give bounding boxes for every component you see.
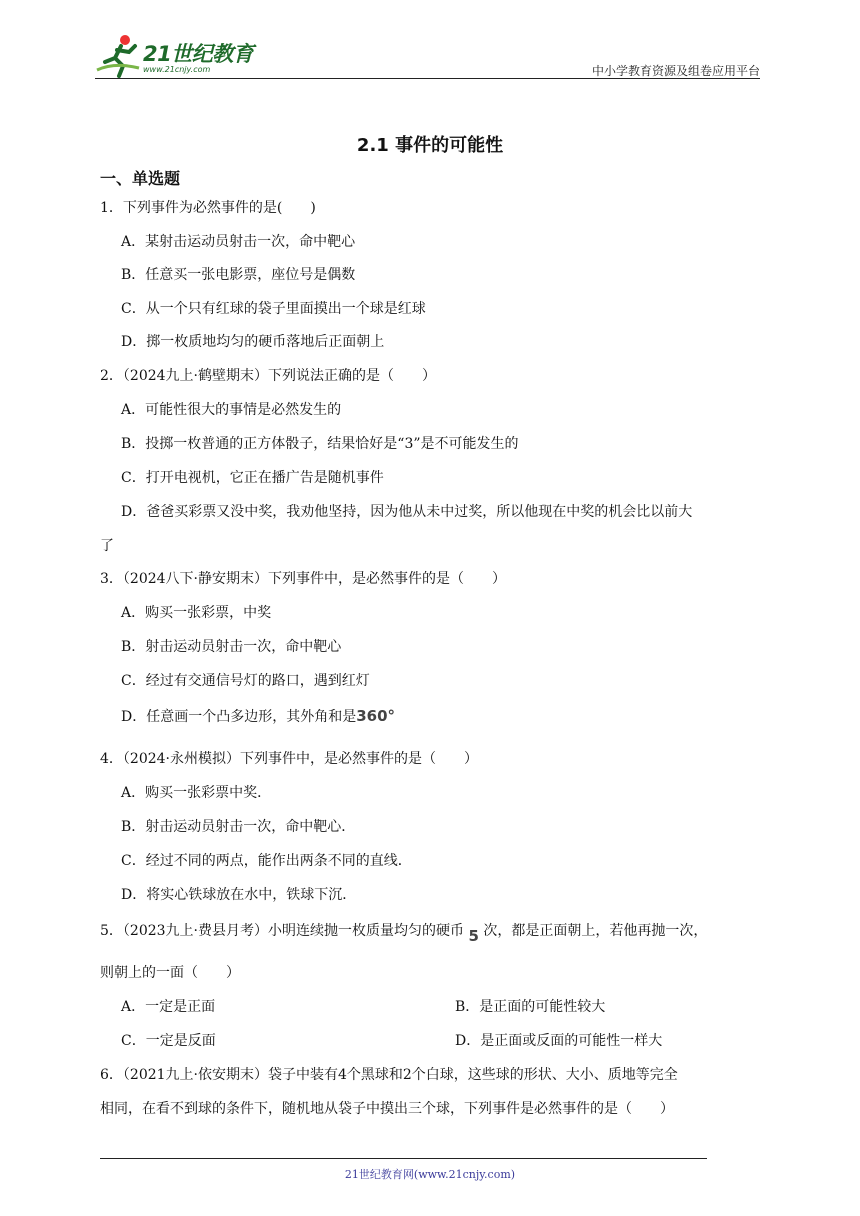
question-stem: 1．下列事件为必然事件的是( ) [100, 200, 316, 216]
header-tagline: 中小学教育资源及组卷应用平台 [591, 64, 760, 78]
question-option: B．投掷一枚普通的正方体骰子，结果恰好是“3”是不可能发生的 [121, 436, 519, 452]
question-stem [100, 920, 708, 945]
question-option: C．经过有交通信号灯的路口，遇到红灯 [121, 673, 370, 689]
section-heading: 一、单选题 [100, 169, 181, 188]
question-option-continued: 了 [100, 538, 114, 554]
question-option: A．购买一张彩票，中奖 [121, 605, 272, 621]
option-text: D．任意画一个凸多边形，其外角和是 [121, 709, 357, 725]
footer-text: 21世纪教育网(www.21cnjy.com) [344, 1168, 516, 1181]
question-option: B．是正面的可能性较大 [455, 999, 606, 1015]
question-option: D．将实心铁球放在水中，铁球下沉． [121, 887, 357, 903]
logo-text: 21世纪教育 [143, 42, 254, 66]
question-option: D．掷一枚质地均匀的硬币落地后正面朝上 [121, 334, 385, 350]
question-option: A．购买一张彩票中奖． [121, 785, 272, 801]
math-expression: 5 [468, 927, 479, 945]
question-option: B．任意买一张电影票，座位号是偶数 [121, 267, 356, 283]
question-stem: 2．（2024九上·鹤壁期末）下列说法正确的是（ ） [100, 368, 436, 384]
question-option: A．一定是正面 [121, 999, 216, 1015]
question-stem: 3．（2024八下·静安期末）下列事件中，是必然事件的是（ ） [100, 571, 506, 587]
question-option: A．某射击运动员射击一次，命中靶心 [121, 234, 356, 250]
question-stem: 4．（2024·永州模拟）下列事件中，是必然事件的是（ ） [100, 751, 478, 767]
question-option: C．从一个只有红球的袋子里面摸出一个球是红球 [121, 301, 426, 317]
question-option [121, 706, 395, 726]
brand-logo [95, 32, 265, 80]
question-option: C．一定是反面 [121, 1033, 216, 1049]
math-expression: 360° [356, 707, 396, 725]
question-option: C．经过不同的两点，能作出两条不同的直线． [121, 853, 412, 869]
question-option: D．爸爸买彩票又没中奖，我劝他坚持，因为他从未中过奖，所以他现在中奖的机会比以前大 [121, 504, 693, 520]
logo-url: www.21cnjy.com [143, 65, 211, 74]
header-divider [95, 78, 760, 79]
page-title: 2.1 事件的可能性 [356, 135, 504, 156]
question-option: B．射击运动员射击一次，命中靶心． [121, 819, 356, 835]
page-header [95, 32, 760, 82]
stem-part: 5．（2023九上·费县月考）小明连续抛一枚质量均匀的硬币 [100, 923, 464, 939]
question-option: A．可能性很大的事情是必然发生的 [121, 402, 342, 418]
question-option: D．是正面或反面的可能性一样大 [455, 1033, 663, 1049]
question-stem: 6．（2021九上·依安期末）袋子中装有4个黑球和2个白球，这些球的形状、大小、质地等完全 [100, 1067, 678, 1083]
runner-icon [95, 32, 143, 78]
question-option: B．射击运动员射击一次，命中靶心 [121, 639, 342, 655]
footer-divider [100, 1158, 707, 1159]
question-option: C．打开电视机，它正在播广告是随机事件 [121, 470, 384, 486]
question-stem-continued: 相同，在看不到球的条件下，随机地从袋子中摸出三个球，下列事件是必然事件的是（ ） [100, 1101, 674, 1117]
question-stem-continued: 则朝上的一面（ ） [100, 965, 240, 981]
stem-part: 次，都是正面朝上，若他再抛一次， [483, 923, 708, 939]
